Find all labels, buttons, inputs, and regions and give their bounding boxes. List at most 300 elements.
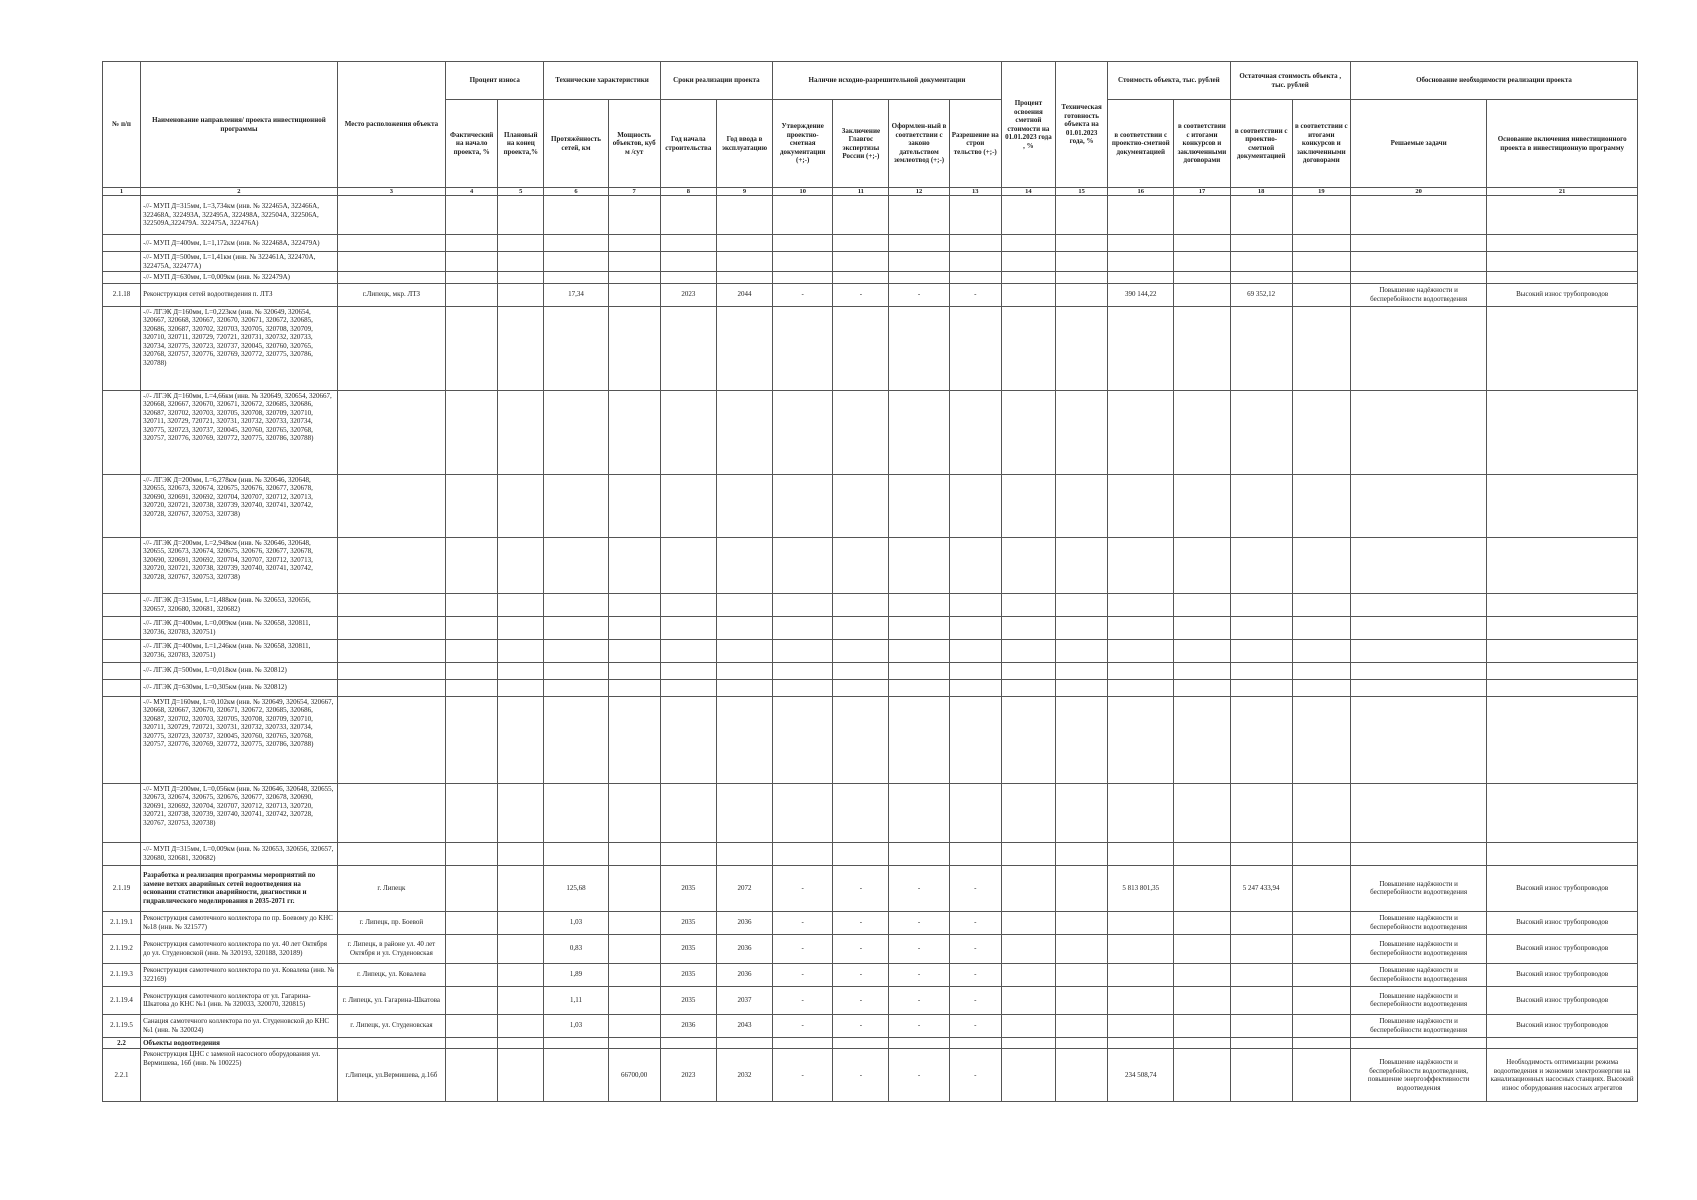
cell-d12: -: [889, 934, 949, 963]
cell-cost16: [1108, 963, 1174, 986]
cell-name: -//- ЛГЭК Д=630мм, L=0,305км (инв. № 320812): [141, 679, 338, 696]
cell-empty: [1174, 390, 1230, 474]
cell-empty: [1292, 679, 1350, 696]
cell-d10: -: [773, 1014, 833, 1037]
cell-len: [544, 842, 608, 865]
cell-start: [660, 306, 716, 390]
cell-start: [660, 639, 716, 662]
cell-cost16: [1108, 306, 1174, 390]
cell-end: [716, 842, 772, 865]
cell-place: [337, 593, 445, 616]
cell-cost16: [1108, 390, 1174, 474]
investment-program-table: [102, 61, 1638, 1102]
cell-power: [608, 196, 660, 235]
cell-cost18: [1230, 934, 1292, 963]
cell-cost18: [1230, 639, 1292, 662]
cell-d10: [773, 252, 833, 272]
cell-start: [660, 537, 716, 593]
cell-task: Повышение надёжности и бесперебойности водоотведения: [1350, 986, 1486, 1014]
cell-basis: [1487, 537, 1638, 593]
cell-empty: [1001, 639, 1055, 662]
cell-place: [337, 662, 445, 679]
cell-end: [716, 593, 772, 616]
cell-d10: [773, 639, 833, 662]
cell-empty: [446, 679, 498, 696]
table-row: [103, 235, 1638, 252]
cell-place: [337, 679, 445, 696]
cell-cost18: [1230, 593, 1292, 616]
header-col15: Техническая готовность объекта на 01.01.2023 года, %: [1056, 62, 1108, 188]
cell-cost18: [1230, 679, 1292, 696]
cell-cost18: [1230, 196, 1292, 235]
cell-cost18: [1230, 696, 1292, 783]
cell-d12: [889, 390, 949, 474]
table-row: [103, 679, 1638, 696]
cell-empty: [1056, 593, 1108, 616]
cell-cost18: [1230, 1014, 1292, 1037]
cell-cost16: 234 508,74: [1108, 1049, 1174, 1102]
header-col16: в соответствии с проектно-сметной документацией: [1108, 100, 1174, 188]
cell-start: 2023: [660, 1049, 716, 1102]
cell-d13: [949, 390, 1001, 474]
cell-cost18: [1230, 235, 1292, 252]
cell-d10: [773, 679, 833, 696]
cell-name: Реконструкция самотечного коллектора по пр. Боевому до КНС №18 (инв. № 321577): [141, 911, 338, 934]
cell-d12: [889, 696, 949, 783]
cell-len: 1,03: [544, 1014, 608, 1037]
cell-empty: [1056, 679, 1108, 696]
cell-num: [103, 235, 141, 252]
cell-d11: -: [833, 911, 889, 934]
cell-d11: -: [833, 963, 889, 986]
header-col8: Год начала строительства: [660, 100, 716, 188]
table-row: [103, 306, 1638, 390]
cell-empty: [1292, 537, 1350, 593]
header-col6: Протяжённость сетей, км: [544, 100, 608, 188]
column-number-cell: 3: [337, 188, 445, 196]
cell-empty: [1292, 196, 1350, 235]
cell-cost18: [1230, 616, 1292, 639]
cell-basis: Высокий износ трубопроводов: [1487, 963, 1638, 986]
cell-d10: [773, 474, 833, 537]
cell-cost16: [1108, 616, 1174, 639]
cell-d11: -: [833, 934, 889, 963]
cell-d12: [889, 616, 949, 639]
cell-len: 1,11: [544, 986, 608, 1014]
table-row: [103, 196, 1638, 235]
table-row: [103, 537, 1638, 593]
cell-num: 2.1.19.2: [103, 934, 141, 963]
cell-num: [103, 842, 141, 865]
cell-name: -//- МУП Д=500мм, L=1,41км (инв. № 322461А, 322470А, 322475А, 322477А): [141, 252, 338, 272]
cell-name: -//- ЛГЭК Д=160мм, L=4,66км (инв. № 320649, 320654, 320667, 320668, 320667, 320670, 320671, 320672, 320685, 320686, 320687, 320702, 320703, 320705, 320708, 320709, 320710, 320711, 320729, 720721, 320731, 320732, 320733, 320734, 320775, 320723, 320737, 320045, 320760, 320765, 320768, 320757, 320776, 320769, 320772, 320775, 320786, 320788): [141, 390, 338, 474]
cell-d11: [833, 679, 889, 696]
cell-d10: -: [773, 911, 833, 934]
cell-empty: [498, 1049, 544, 1102]
cell-start: 2023: [660, 283, 716, 306]
cell-d13: [949, 842, 1001, 865]
cell-empty: [446, 272, 498, 284]
cell-task: [1350, 662, 1486, 679]
cell-d10: -: [773, 963, 833, 986]
cell-basis: [1487, 783, 1638, 842]
table-row: [103, 272, 1638, 284]
cell-empty: [1001, 986, 1055, 1014]
cell-empty: [1292, 272, 1350, 284]
cell-empty: [1292, 616, 1350, 639]
cell-start: 2036: [660, 1014, 716, 1037]
cell-empty: [1001, 390, 1055, 474]
cell-d11: [833, 306, 889, 390]
cell-end: [716, 235, 772, 252]
cell-place: г. Липецк, ул. Студеновская: [337, 1014, 445, 1037]
cell-start: [660, 679, 716, 696]
cell-d11: [833, 474, 889, 537]
cell-empty: [1056, 662, 1108, 679]
cell-power: [608, 1037, 660, 1049]
cell-d10: [773, 696, 833, 783]
cell-basis: [1487, 306, 1638, 390]
header-group-docs: Наличие исходно-разрешительной документации: [773, 62, 1002, 100]
table-row: [103, 1049, 1638, 1102]
cell-task: [1350, 616, 1486, 639]
cell-empty: [446, 783, 498, 842]
cell-place: [337, 272, 445, 284]
cell-cost16: [1108, 696, 1174, 783]
cell-d13: -: [949, 1014, 1001, 1037]
cell-task: [1350, 1037, 1486, 1049]
cell-name: -//- МУП Д=400мм, L=1,172км (инв. № 322468А, 322479А): [141, 235, 338, 252]
cell-empty: [498, 911, 544, 934]
cell-end: 2032: [716, 1049, 772, 1102]
cell-empty: [1056, 934, 1108, 963]
cell-empty: [1001, 911, 1055, 934]
cell-cost18: [1230, 911, 1292, 934]
cell-place: г. Липецк: [337, 865, 445, 911]
cell-end: 2072: [716, 865, 772, 911]
cell-empty: [1174, 963, 1230, 986]
cell-empty: [498, 593, 544, 616]
cell-start: [660, 390, 716, 474]
cell-empty: [1174, 1014, 1230, 1037]
cell-cost18: [1230, 842, 1292, 865]
cell-d13: [949, 252, 1001, 272]
cell-power: [608, 679, 660, 696]
cell-empty: [1292, 963, 1350, 986]
cell-empty: [1056, 639, 1108, 662]
cell-empty: [498, 986, 544, 1014]
cell-cost16: [1108, 235, 1174, 252]
cell-place: [337, 235, 445, 252]
cell-empty: [1174, 696, 1230, 783]
cell-empty: [1174, 474, 1230, 537]
cell-d11: -: [833, 1014, 889, 1037]
cell-cost16: [1108, 911, 1174, 934]
cell-task: [1350, 842, 1486, 865]
cell-end: [716, 537, 772, 593]
cell-d12: -: [889, 911, 949, 934]
cell-cost18: [1230, 390, 1292, 474]
cell-empty: [1056, 865, 1108, 911]
cell-d10: [773, 272, 833, 284]
cell-power: [608, 235, 660, 252]
cell-empty: [498, 1014, 544, 1037]
header-group-terms: Сроки реализации проекта: [660, 62, 772, 100]
cell-power: [608, 865, 660, 911]
cell-name: -//- МУП Д=200мм, L=0,056км (инв. № 320646, 320648, 320655, 320673, 320674, 320675, 320676, 320677, 320678, 320690, 320691, 320692, 320704, 320707, 320712, 320713, 320720, 320721, 320738, 320739, 320740, 320741, 320742, 320728, 320767, 320753, 320738): [141, 783, 338, 842]
cell-d12: -: [889, 963, 949, 986]
cell-empty: [1174, 1049, 1230, 1102]
cell-empty: [1056, 306, 1108, 390]
cell-power: 66700,00: [608, 1049, 660, 1102]
cell-end: [716, 616, 772, 639]
cell-d11: -: [833, 865, 889, 911]
cell-d13: [949, 662, 1001, 679]
cell-len: 1,03: [544, 911, 608, 934]
cell-end: [716, 783, 772, 842]
cell-num: 2.1.19.1: [103, 911, 141, 934]
column-number-cell: 13: [949, 188, 1001, 196]
cell-d11: [833, 662, 889, 679]
cell-place: [337, 474, 445, 537]
cell-empty: [1174, 252, 1230, 272]
cell-empty: [1292, 474, 1350, 537]
cell-start: 2035: [660, 986, 716, 1014]
cell-place: [337, 390, 445, 474]
cell-place: г. Липецк, пр. Боевой: [337, 911, 445, 934]
cell-name: -//- ЛГЭК Д=200мм, L=6,278км (инв. № 320646, 320648, 320655, 320673, 320674, 320675, 320676, 320677, 320678, 320690, 320691, 320692, 320704, 320707, 320712, 320713, 320720, 320721, 320738, 320739, 320740, 320741, 320742, 320728, 320767, 320753, 320738): [141, 474, 338, 537]
cell-len: [544, 696, 608, 783]
table-row: [103, 783, 1638, 842]
cell-empty: [446, 639, 498, 662]
cell-empty: [498, 639, 544, 662]
cell-end: [716, 662, 772, 679]
cell-end: 2036: [716, 911, 772, 934]
cell-name: -//- ЛГЭК Д=400мм, L=0,009км (инв. № 320658, 320811, 320736, 320783, 320751): [141, 616, 338, 639]
cell-len: [544, 390, 608, 474]
cell-empty: [1174, 235, 1230, 252]
column-number-cell: 10: [773, 188, 833, 196]
cell-empty: [1292, 662, 1350, 679]
cell-d13: [949, 235, 1001, 252]
cell-empty: [498, 842, 544, 865]
cell-empty: [1292, 783, 1350, 842]
cell-d13: -: [949, 1049, 1001, 1102]
cell-d12: -: [889, 1049, 949, 1102]
cell-d11: [833, 842, 889, 865]
cell-empty: [1174, 283, 1230, 306]
cell-place: [337, 639, 445, 662]
table-row: [103, 963, 1638, 986]
cell-task: Повышение надёжности и бесперебойности водоотведения: [1350, 865, 1486, 911]
cell-task: [1350, 235, 1486, 252]
cell-empty: [446, 390, 498, 474]
cell-len: [544, 783, 608, 842]
cell-name: -//- ЛГЭК Д=500мм, L=0,018км (инв. № 320812): [141, 662, 338, 679]
cell-end: 2044: [716, 283, 772, 306]
cell-start: [660, 662, 716, 679]
cell-cost18: [1230, 783, 1292, 842]
cell-d12: [889, 306, 949, 390]
cell-power: [608, 842, 660, 865]
cell-empty: [498, 783, 544, 842]
cell-d11: [833, 390, 889, 474]
cell-d11: [833, 272, 889, 284]
cell-empty: [1056, 474, 1108, 537]
cell-empty: [1056, 616, 1108, 639]
cell-empty: [498, 662, 544, 679]
cell-empty: [1174, 934, 1230, 963]
cell-d10: [773, 593, 833, 616]
cell-empty: [1174, 537, 1230, 593]
cell-d12: -: [889, 986, 949, 1014]
cell-empty: [498, 616, 544, 639]
table-row: [103, 593, 1638, 616]
cell-task: [1350, 306, 1486, 390]
investment-program-table-sheet: [102, 61, 1638, 1102]
cell-empty: [1001, 593, 1055, 616]
cell-empty: [1056, 252, 1108, 272]
cell-empty: [1056, 1014, 1108, 1037]
header-group-cost: Стоимость объекта, тыс. рублей: [1108, 62, 1230, 100]
cell-num: [103, 783, 141, 842]
cell-d13: [949, 783, 1001, 842]
cell-place: г. Липецк, в районе ул. 40 лет Октября и ул. Студеновская: [337, 934, 445, 963]
cell-empty: [498, 390, 544, 474]
cell-cost16: [1108, 662, 1174, 679]
cell-name: Реконструкция самотечного коллектора от ул. Гагарина-Шкатова до КНС №1 (инв. № 320033, 320070, 320815): [141, 986, 338, 1014]
cell-basis: [1487, 616, 1638, 639]
cell-name: -//- ЛГЭК Д=315мм, L=1,488км (инв. № 320653, 320656, 320657, 320680, 320681, 320682): [141, 593, 338, 616]
cell-len: 1,89: [544, 963, 608, 986]
cell-end: 2036: [716, 934, 772, 963]
cell-empty: [446, 1037, 498, 1049]
cell-empty: [1001, 1049, 1055, 1102]
cell-empty: [1292, 934, 1350, 963]
cell-empty: [446, 865, 498, 911]
cell-empty: [1001, 1037, 1055, 1049]
cell-start: [660, 696, 716, 783]
cell-empty: [1174, 196, 1230, 235]
cell-d12: [889, 537, 949, 593]
cell-basis: Высокий износ трубопроводов: [1487, 911, 1638, 934]
cell-d10: [773, 306, 833, 390]
cell-empty: [1292, 235, 1350, 252]
cell-empty: [1292, 1049, 1350, 1102]
cell-power: [608, 911, 660, 934]
cell-empty: [1001, 1014, 1055, 1037]
cell-d13: [949, 679, 1001, 696]
cell-place: [337, 196, 445, 235]
cell-cost16: [1108, 842, 1174, 865]
cell-cost16: [1108, 1037, 1174, 1049]
cell-empty: [1001, 842, 1055, 865]
cell-empty: [1292, 696, 1350, 783]
cell-len: [544, 1049, 608, 1102]
cell-len: [544, 196, 608, 235]
cell-len: [544, 537, 608, 593]
cell-d12: [889, 235, 949, 252]
cell-d11: [833, 252, 889, 272]
cell-basis: [1487, 842, 1638, 865]
cell-d12: [889, 783, 949, 842]
cell-basis: Высокий износ трубопроводов: [1487, 986, 1638, 1014]
cell-d11: -: [833, 1049, 889, 1102]
cell-task: [1350, 474, 1486, 537]
cell-power: [608, 616, 660, 639]
column-number-cell: 8: [660, 188, 716, 196]
cell-end: [716, 639, 772, 662]
cell-len: [544, 252, 608, 272]
cell-cost18: [1230, 537, 1292, 593]
cell-d13: [949, 616, 1001, 639]
cell-d11: [833, 537, 889, 593]
cell-d11: -: [833, 283, 889, 306]
cell-name: -//- ЛГЭК Д=400мм, L=1,246км (инв. № 320658, 320811, 320736, 320783, 320751): [141, 639, 338, 662]
cell-empty: [1056, 696, 1108, 783]
cell-d13: [949, 537, 1001, 593]
cell-d13: [949, 696, 1001, 783]
cell-num: [103, 196, 141, 235]
table-row: [103, 934, 1638, 963]
cell-empty: [446, 662, 498, 679]
cell-empty: [1001, 696, 1055, 783]
cell-name: Объекты водоотведения: [141, 1037, 338, 1049]
cell-empty: [446, 235, 498, 252]
cell-d10: [773, 390, 833, 474]
column-number-cell: 5: [498, 188, 544, 196]
cell-empty: [498, 1037, 544, 1049]
cell-num: [103, 272, 141, 284]
cell-cost16: [1108, 252, 1174, 272]
cell-empty: [446, 911, 498, 934]
cell-place: [337, 842, 445, 865]
cell-num: [103, 616, 141, 639]
cell-basis: Высокий износ трубопроводов: [1487, 283, 1638, 306]
cell-empty: [1292, 252, 1350, 272]
cell-num: [103, 662, 141, 679]
cell-d13: -: [949, 934, 1001, 963]
cell-d11: [833, 1037, 889, 1049]
cell-power: [608, 696, 660, 783]
cell-empty: [1001, 283, 1055, 306]
cell-cost18: 69 352,12: [1230, 283, 1292, 306]
cell-empty: [446, 1014, 498, 1037]
cell-start: [660, 1037, 716, 1049]
cell-d13: -: [949, 911, 1001, 934]
cell-basis: Высокий износ трубопроводов: [1487, 1014, 1638, 1037]
cell-d10: [773, 842, 833, 865]
cell-empty: [498, 537, 544, 593]
cell-d11: -: [833, 986, 889, 1014]
header-group-tech: Технические характеристики: [544, 62, 660, 100]
cell-empty: [1056, 1037, 1108, 1049]
cell-empty: [498, 306, 544, 390]
cell-d11: [833, 196, 889, 235]
cell-d10: -: [773, 865, 833, 911]
cell-d12: [889, 842, 949, 865]
cell-task: [1350, 272, 1486, 284]
cell-d12: [889, 196, 949, 235]
cell-d11: [833, 235, 889, 252]
cell-empty: [1292, 1037, 1350, 1049]
cell-task: [1350, 252, 1486, 272]
cell-empty: [1174, 306, 1230, 390]
cell-d13: [949, 639, 1001, 662]
cell-d12: [889, 252, 949, 272]
cell-d12: -: [889, 283, 949, 306]
cell-len: 125,68: [544, 865, 608, 911]
